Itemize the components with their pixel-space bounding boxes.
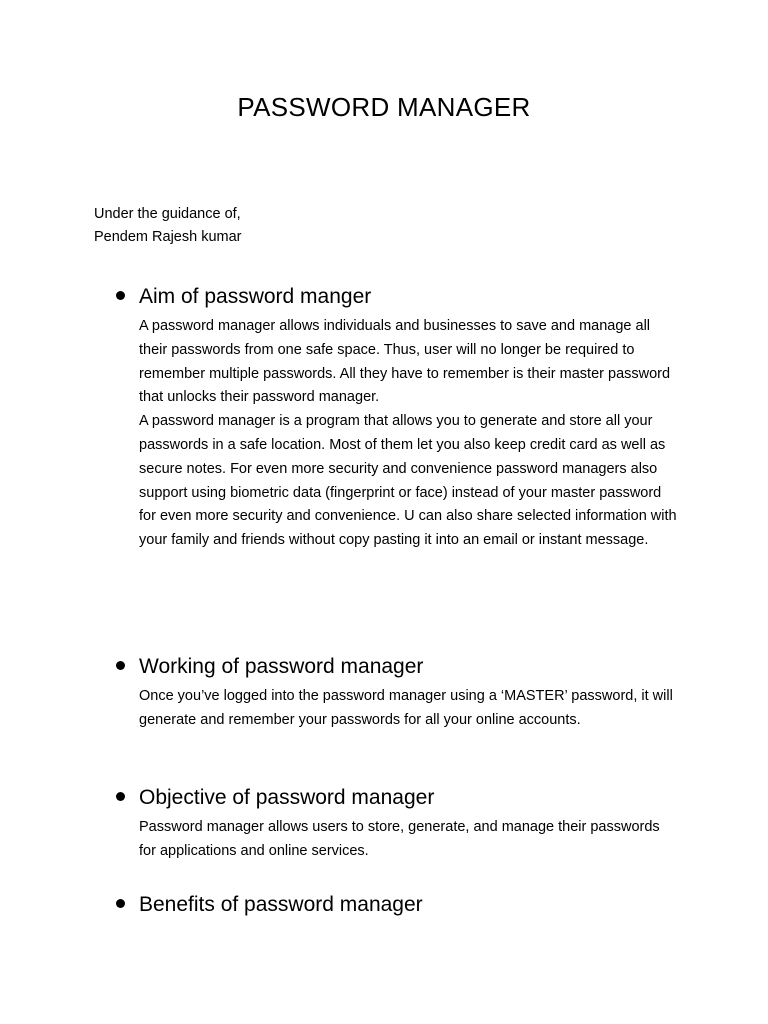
bullet-icon (116, 899, 125, 908)
bullet-icon (116, 661, 125, 670)
section-benefits (116, 891, 676, 919)
section-body (139, 315, 679, 553)
paragraph: Password manager allows users to store, generate, and manage their passwords for applications and online services. (139, 819, 660, 859)
section-heading (116, 784, 676, 812)
bullet-icon (116, 792, 125, 801)
section-working (116, 653, 676, 733)
section-objective (116, 784, 676, 864)
section-heading (116, 283, 676, 311)
section-body (139, 685, 679, 733)
guide-name: Pendem Rajesh kumar (94, 229, 242, 245)
guidance-block (94, 203, 242, 249)
guidance-line: Under the guidance of, (94, 206, 241, 222)
paragraph: Once you’ve logged into the password manager using a ‘MASTER’ password, it will generate and remember your passwords for all your online accounts. (139, 688, 673, 728)
section-body (139, 816, 679, 864)
page-title: PASSWORD MANAGER (237, 92, 531, 122)
section-heading-text: Objective of password manager (139, 786, 435, 809)
section-heading-text: Working of password manager (139, 655, 424, 678)
section-aim (116, 283, 676, 553)
section-heading-text: Aim of password manger (139, 285, 372, 308)
bullet-icon (116, 291, 125, 300)
paragraph: A password manager allows individuals and businesses to save and manage all their passwords from one safe space. Thus, user will no longer be required to remember multiple passwords. All they have to remember is their master password that unlocks their password manager. (139, 318, 671, 406)
paragraph: A password manager is a program that allows you to generate and store all your passwords in a safe location. Most of them let you also keep credit card as well as secure notes. For even more security and convenience password managers also support using biometric data (fingerprint or face) instead of your master password for even more security and convenience. U can also share selected information with your family and friends without copy pasting it into an email or instant message. (139, 413, 677, 549)
section-heading-text: Benefits of password manager (139, 893, 423, 916)
section-heading (116, 653, 676, 681)
section-heading (116, 891, 676, 919)
